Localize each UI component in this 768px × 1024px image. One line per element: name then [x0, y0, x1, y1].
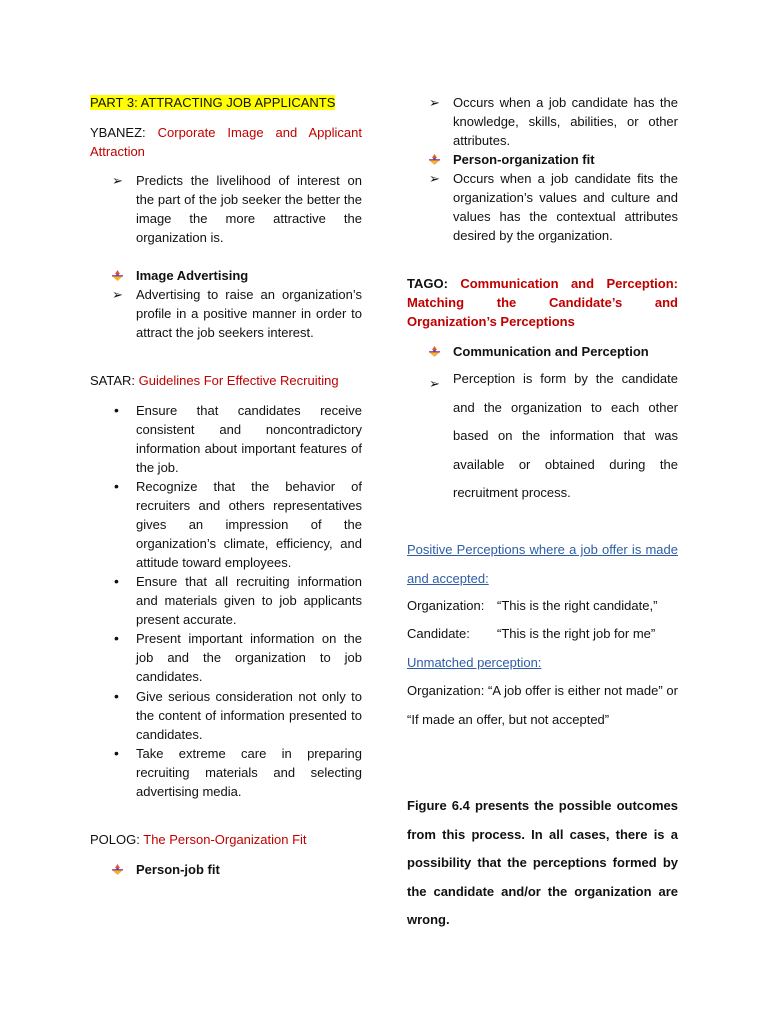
four-color-arrow-icon — [112, 270, 123, 281]
four-color-arrow-icon — [429, 346, 440, 357]
sub-heading-communication: Communication and Perception — [407, 342, 678, 361]
round-bullet-icon: • — [114, 478, 119, 494]
arrowhead-bullet-icon: ➢ — [112, 173, 123, 188]
tago-section-title — [407, 274, 678, 331]
unmatched-text: Organization: “A job offer is either not made” or “If made an offer, but not accepted” — [407, 683, 678, 727]
arrowhead-bullet-icon: ➢ — [112, 287, 123, 302]
positive-perceptions-link[interactable]: Positive Perceptions where a job offer is made and accepted: — [407, 542, 678, 586]
organization-quote: “This is the right candidate,” — [497, 598, 658, 613]
sub-heading-person-organization-fit: Person-organization fit — [407, 150, 678, 169]
round-bullet-icon: • — [114, 688, 119, 704]
round-bullet-icon: • — [114, 573, 119, 589]
list-item: • Recognize that the behavior of recruiters and others representatives gives an impression of the organization’s climate, efficiency, and attitude toward employees. — [114, 478, 362, 570]
unmatched-perception-link[interactable]: Unmatched perception: — [407, 655, 542, 670]
list-item: • Ensure that candidates receive consistent and noncontradictory information about important features of the job. — [114, 402, 362, 475]
organization-quote-line — [407, 592, 678, 620]
satar-section-title — [90, 371, 362, 390]
arrowhead-bullet-icon: ➢ — [429, 95, 440, 110]
author-label: TAGO: — [407, 276, 448, 291]
list-item: ➢ Occurs when a job candidate fits the organization’s values and culture and values has the contextual attributes desired by the organization. — [429, 171, 678, 243]
figure-paragraph: Figure 6.4 presents the possible outcomes from this process. In all cases, there is a possibility that the perceptions formed by the candidate and/or the organization are wrong. — [407, 798, 678, 927]
list-item: • Present important information on the job and the organization to job candidates. — [114, 630, 362, 684]
section-title: Guidelines For Effective Recruiting — [138, 373, 339, 388]
arrowhead-bullet-icon: ➢ — [429, 171, 440, 186]
section-title: The Person-Organization Fit — [143, 832, 307, 847]
list-item: • Take extreme care in preparing recruiting materials and selecting advertising media. — [114, 745, 362, 799]
author-label: POLOG: — [90, 832, 140, 847]
author-label: SATAR: — [90, 373, 136, 388]
arrowhead-bullet-icon: ➢ — [429, 376, 440, 391]
section-title: Corporate Image and Applicant Attraction — [90, 125, 362, 159]
list-item: • Ensure that all recruiting information and materials given to job applicants present accurate. — [114, 573, 362, 627]
list-item: ➢ Predicts the livelihood of interest on the part of the job seeker the better the image the more attractive the organization is. — [112, 173, 362, 245]
list-item: ➢ Advertising to raise an organization’s profile in a positive manner in order to attract the job seekers interest. — [112, 287, 362, 340]
author-label: YBANEZ: — [90, 125, 146, 140]
sub-heading-image-advertising: Image Advertising — [90, 266, 362, 285]
organization-label: Organization: — [407, 598, 485, 613]
candidate-quote: “This is the right job for me” — [497, 626, 656, 641]
ybanez-section-title — [90, 123, 362, 161]
four-color-arrow-icon — [112, 864, 123, 875]
section-title: Communication and Perception: Matching the Candidate’s and Organization’s Perceptions — [407, 276, 678, 329]
four-color-arrow-icon — [429, 154, 440, 165]
list-item: ➢ Occurs when a job candidate has the knowledge, skills, abilities, or other attributes. — [429, 95, 678, 148]
round-bullet-icon: • — [114, 745, 119, 761]
sub-heading-person-job-fit: Person-job fit — [90, 860, 362, 879]
list-item: • Give serious consideration not only to the content of information presented to candidates. — [114, 688, 362, 742]
part-heading: PART 3: ATTRACTING JOB APPLICANTS — [90, 95, 336, 110]
candidate-label: Candidate: — [407, 626, 470, 641]
round-bullet-icon: • — [114, 630, 119, 646]
list-item: ➢ Perception is form by the candidate and the organization to each other based on the information that was available or obtained during the recruitment process. — [429, 371, 678, 500]
polog-section-title — [90, 830, 362, 849]
candidate-quote-line — [407, 620, 678, 648]
round-bullet-icon: • — [114, 402, 119, 418]
